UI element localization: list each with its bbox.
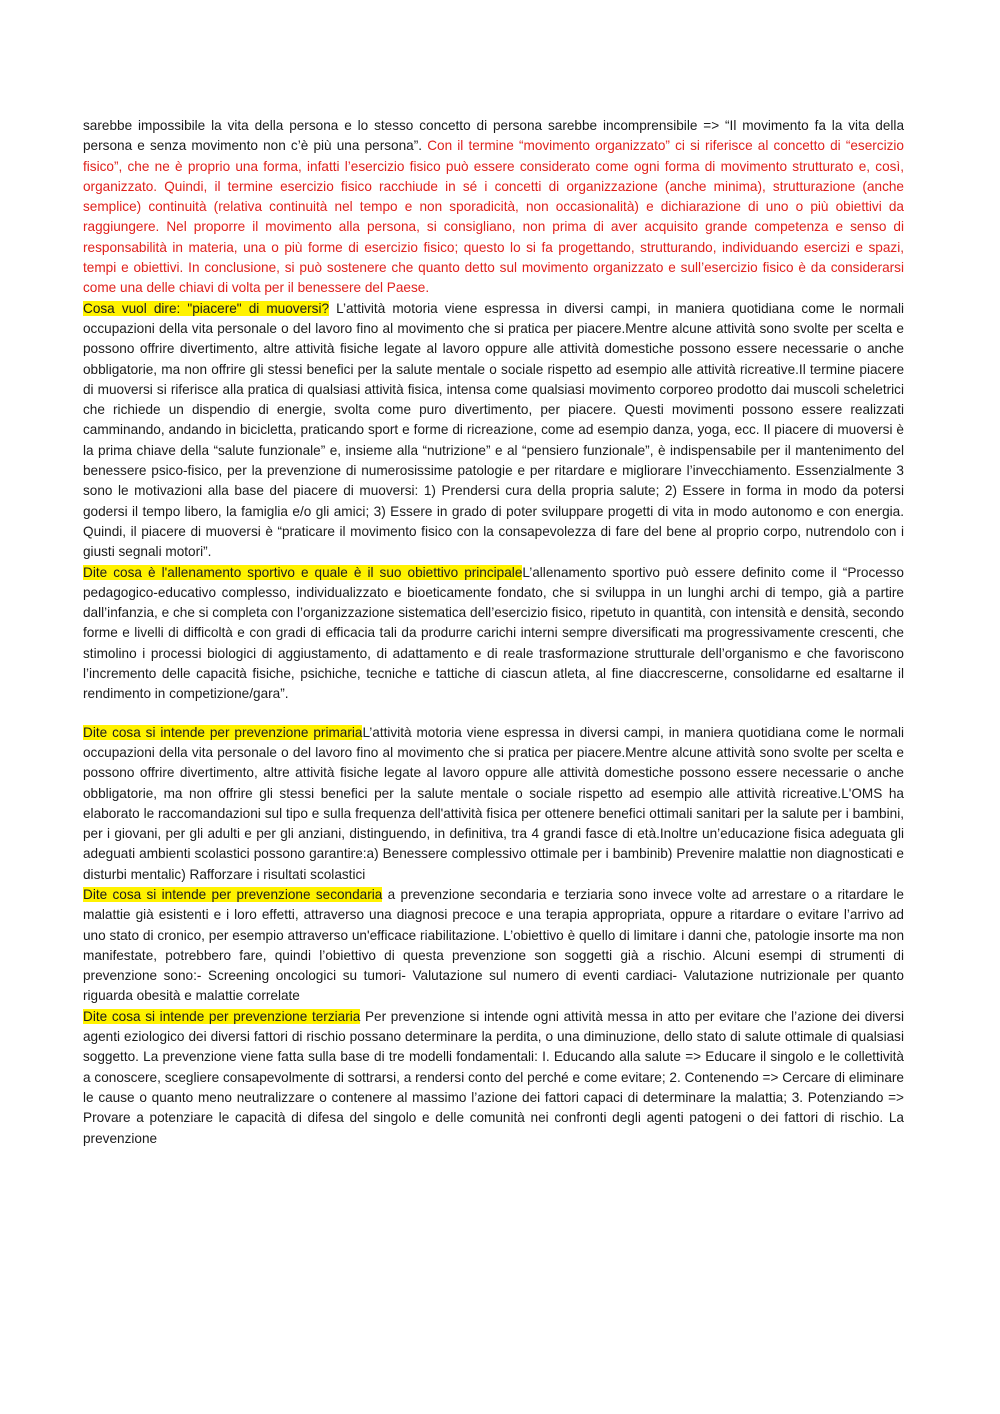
answer-text: L’attività motoria viene espressa in diversi campi, in maniera quotidiana come le normali occupazioni della vita personale o del lavoro fino al movimento che si pratica per piacere.Mentre alcune attività sono svolte per scelta e possono offrire divertimento, altre attività fisiche legate al lavoro oppure alle attività domestiche possono essere necessarie o anche obbligatorie, ma non offrire gli stessi benefici per la salute mentale o sociale rispetto ad esempio alle attività ricreative.L'OMS ha elaborato le raccomandazioni sul tipo e sulla frequenza dell'attività fisica per ottenere benefici ottimali sanitari per la salute per i bambini, per i giovani, per gli adulti e per gli anziani, distinguendo, in definitiva, tra 4 grandi fasce di età.Inoltre un’educazione fisica adeguata gli adeguati ambienti scolastici possono garantire:a) Benessere complessivo ottimale per i bambinib) Prevenire malattie non diagnosticati e disturbi mentalic) Rafforzare i risultati scolastici	[83, 724, 904, 882]
highlighted-question: Dite cosa si intende per prevenzione primaria	[83, 724, 363, 740]
section-prevenzione-secondaria	[83, 885, 904, 1007]
paragraph-movimento	[83, 116, 904, 299]
highlighted-question: Dite cosa è l'allenamento sportivo e quale è il suo obiettivo principale	[83, 564, 523, 580]
section-prevenzione-primaria	[83, 723, 904, 885]
answer-text: L’allenamento sportivo può essere definito come il “Processo pedagogico-educativo complesso, individualizzato e bioeticamente fondato, che si sviluppa in un lunghi archi di tempo, già a partire dall’infanzia, e che si completa con l’organizzazione sistematica dell’esercizio fisico, ripetuto in quantità, con intensità e densità, secondo forme e livelli di difficoltà e con gradi di efficacia tali da produrre carichi interni sempre diversificati ma progressivamente crescenti, che stimolino i processi biologici di aggiustamento, di adattamento e di reale trasformazione strutturale dell’organismo e che favoriscono l’incremento delle capacità fisiche, psichiche, tecniche e tattiche di ciascun atleta, al fine diaccrescerne, consolidarne ed esaltarne il rendimento in competizione/gara”.	[83, 564, 904, 702]
section-piacere-di-muoversi	[83, 299, 904, 563]
highlighted-question: Cosa vuol dire: "piacere" di muoversi?	[83, 300, 330, 316]
paragraph-red-text: Con il termine “movimento organizzato” ci si riferisce al concetto di “esercizio fisico”, che ne è proprio una forma, infatti l’esercizio fisico può essere considerato come ogni forma di movimento strutturato e, così, organizzato. Quindi, il termine esercizio fisico racchiude in sé i concetti di organizzazione (anche minima), strutturazione (anche semplice) continuità (relativa continuità nel tempo e non sporadicità, non occasionalità) e dichiarazione di uno o più obiettivi da raggiungere. Nel proporre il movimento alla persona, si consigliano, non prima di aver acquisito grande competenza e senso di responsabilità in materia, una o più forme di esercizio fisico; questo lo si fa progettando, strutturando, individuando esercizi e spazi, tempi e obiettivi. In conclusione, si può sostenere che quanto detto sul movimento organizzato e sull’esercizio fisico è da considerarsi come una delle chiavi di volta per il benessere del Paese.	[83, 138, 904, 296]
highlighted-question: Dite cosa si intende per prevenzione terziaria	[83, 1008, 361, 1024]
answer-text: L’attività motoria viene espressa in diversi campi, in maniera quotidiana come le normali occupazioni della vita personale o del lavoro fino al movimento che si pratica per piacere.Mentre alcune attività sono svolte per scelta e possono offrire divertimento, altre attività fisiche legate al lavoro oppure alle attività domestiche possono essere necessarie o anche obbligatorie, ma non offrire gli stessi benefici per la salute mentale o sociale rispetto ad esempio alle attività ricreative.Il termine piacere di muoversi si riferisce alla pratica di qualsiasi attività fisica, intensa come qualsiasi movimento corporeo prodotto dai muscoli scheletrici che richiede un dispendio di energie, svolta come puro divertimento, per piacere. Questi movimenti possono essere realizzati camminando, andando in bicicletta, praticando sport e forme di ricreazione, come ad esempio danza, yoga, ecc. Il piacere di muoversi è la prima chiave della “salute funzionale” e, insieme alla “nutrizione” e al “pensiero funzionale”, è indispensabile per il mantenimento del benessere psico-fisico, per la prevenzione di numerosissime patologie e per ritardare e migliorare l’invecchiamento. Essenzialmente 3 sono le motivazioni alla base del piacere di muoversi: 1) Prendersi cura della propria salute; 2) Essere in forma in modo da potersi godersi il tempo libero, la famiglia e/o gli amici; 3) Essere in grado di poter sviluppare progetti di vita in modo autonomo e con energia. Quindi, il piacere di muoversi è “praticare il movimento fisico con la consapevolezza di fare del bene al proprio corpo, nutrendolo con i giusti segnali motori”.	[83, 300, 904, 560]
answer-text: a prevenzione secondaria e terziaria sono invece volte ad arrestare o a ritardare le malattie già esistenti e i loro effetti, attraverso una diagnosi precoce e una terapia appropriata, oppure a ritardare o evitare l’arrivo ad uno stato di cronico, per esempio attraverso un'efficace riabilitazione. L’obiettivo è quello di limitare i danni che, patologie insorte ma non manifestate, potrebbero fare, quindi l’obiettivo di questa prevenzione son soggetti già a rischio. Alcuni esempi di strumenti di prevenzione sono:- Screening oncologici su tumori- Valutazione sul numero di eventi cardiaci- Valutazione nutrizionale per quanto riguarda obesità e malattie correlate	[83, 886, 904, 1004]
paragraph-gap	[83, 705, 904, 723]
section-prevenzione-terziaria	[83, 1007, 904, 1149]
paragraph-intro-text: sarebbe impossibile la vita della persona e lo stesso concetto di persona sarebbe incomprensibile => “Il movimento fa la vita della persona e senza movimento non c’è più una persona”.	[83, 118, 904, 154]
highlighted-question: Dite cosa si intende per prevenzione secondaria	[83, 886, 383, 902]
section-allenamento-sportivo	[83, 563, 904, 705]
answer-text: Per prevenzione si intende ogni attività messa in atto per evitare che l’azione dei diversi agenti eziologico dei diversi fattori di rischio possano determinare la perdita, o una diminuzione, dello stato di salute ottimale di qualsiasi soggetto. La prevenzione viene fatta sulla base di tre modelli fondamentali: I. Educando alla salute => Educare il singolo e le collettività a conoscere, scegliere consapevolmente di sottrarsi, a rendersi conto del perché e come evitare; 2. Contenendo => Cercare di eliminare le cause o quanto meno neutralizzare o contenere al massimo l’azione dei fattori capaci di determinare la malattia; 3. Potenziando => Provare a potenziare le capacità di difesa del singolo e delle comunità nei confronti degli agenti patogeni o dei fattori di rischio. La prevenzione	[83, 1008, 904, 1146]
